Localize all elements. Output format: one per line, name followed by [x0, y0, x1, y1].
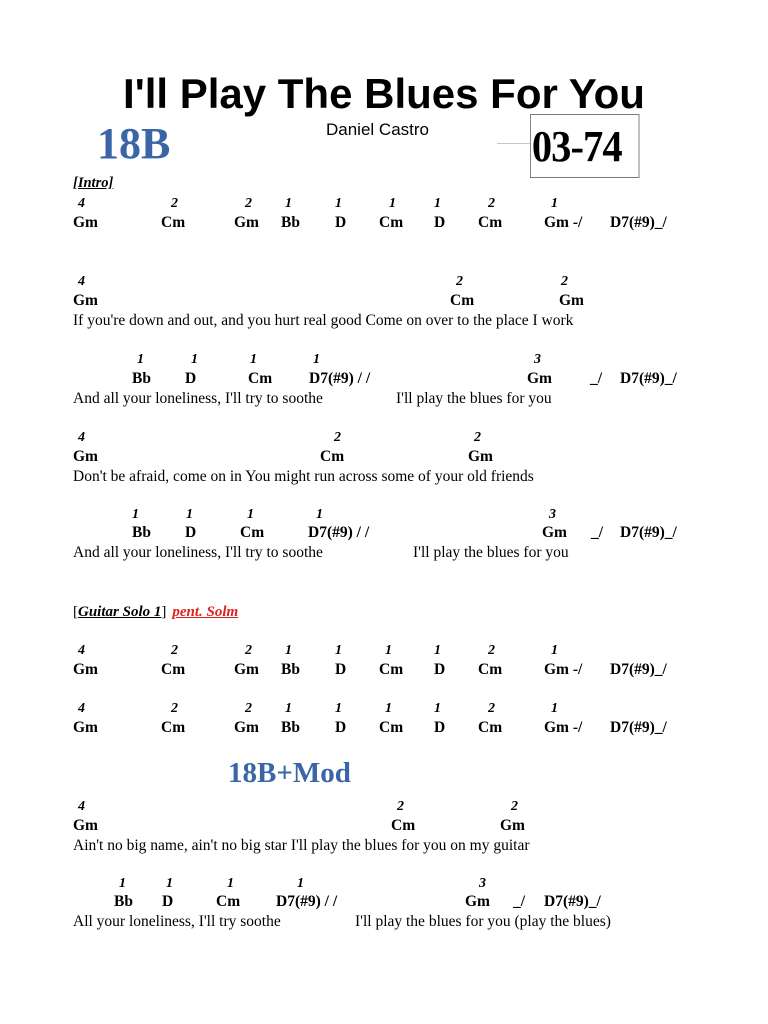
chord: Gm: [73, 719, 98, 736]
chord: Gm: [527, 370, 552, 387]
beat-number: 1: [335, 701, 342, 716]
beat-number: 1: [250, 352, 257, 367]
chord: D: [185, 370, 197, 387]
beat-number: 2: [561, 274, 568, 289]
beat-number: 1: [385, 643, 392, 658]
chord: Bb: [132, 524, 151, 541]
chord: _/: [590, 370, 603, 387]
beat-number: 1: [285, 643, 292, 658]
chord: D: [335, 719, 347, 736]
beat-number: 1: [297, 876, 304, 891]
chord: Bb: [281, 719, 300, 736]
chord: Cm: [478, 214, 503, 231]
chord: Gm -/: [544, 719, 583, 736]
song-code-box: 03-74: [530, 114, 639, 178]
beat-number: 3: [479, 876, 486, 891]
bracket: ]: [161, 604, 167, 620]
beat-number: 2: [397, 799, 404, 814]
chord: Gm: [468, 448, 493, 465]
song-title: I'll Play The Blues For You: [123, 70, 645, 117]
beat-number: 2: [171, 701, 178, 716]
chord: Gm -/: [544, 661, 583, 678]
beat-number: 4: [78, 799, 85, 814]
bracket: [: [73, 604, 78, 620]
beat-number: 2: [171, 643, 178, 658]
beat-number: 2: [488, 196, 495, 211]
chord: Gm: [73, 448, 98, 465]
chord: Gm: [559, 292, 584, 309]
lyric-line: I'll play the blues for you: [413, 544, 569, 561]
beat-number: 1: [316, 507, 323, 522]
chord: Cm: [379, 661, 404, 678]
beat-number: 4: [78, 196, 85, 211]
chord: D: [185, 524, 197, 541]
chord: _/: [513, 893, 526, 910]
chord: D7(#9) / /: [276, 893, 338, 910]
artist-name: Daniel Castro: [326, 120, 429, 139]
beat-number: 1: [385, 701, 392, 716]
lyric-line: I'll play the blues for you: [396, 390, 552, 407]
chord: Cm: [161, 719, 186, 736]
beat-number: 1: [335, 196, 342, 211]
chord: Cm: [478, 661, 503, 678]
chord: Bb: [281, 214, 300, 231]
guitar-solo-label: Guitar Solo 1: [78, 604, 162, 620]
beat-number: 1: [166, 876, 173, 891]
beat-number: 1: [313, 352, 320, 367]
beat-number: 1: [434, 701, 441, 716]
beat-number: 2: [245, 701, 252, 716]
lyric-line: Ain't no big name, ain't no big star I'll play the blues for you on my guitar: [73, 837, 530, 854]
chord: Gm: [73, 292, 98, 309]
beat-number: 2: [171, 196, 178, 211]
lyric-line: If you're down and out, and you hurt real good Come on over to the place I work: [73, 312, 574, 329]
beat-number: 3: [534, 352, 541, 367]
chord: D: [162, 893, 174, 910]
chord: Gm: [234, 214, 259, 231]
lyric-line: All your loneliness, I'll try soothe: [73, 913, 281, 930]
chord: Cm: [450, 292, 475, 309]
beat-number: 3: [549, 507, 556, 522]
chord: D7(#9)_/: [620, 524, 677, 541]
chord: Cm: [216, 893, 241, 910]
chord: Cm: [379, 214, 404, 231]
beat-number: 1: [247, 507, 254, 522]
chord: D: [434, 661, 446, 678]
beat-number: 1: [551, 643, 558, 658]
chord: _/: [591, 524, 604, 541]
guitar-solo-heading: [73, 603, 238, 621]
beat-number: 4: [78, 274, 85, 289]
beat-number: 1: [137, 352, 144, 367]
beat-number: 1: [335, 643, 342, 658]
chord: D7(#9)_/: [610, 719, 667, 736]
chord: Gm: [465, 893, 490, 910]
chord: Gm: [234, 719, 259, 736]
chord: Gm: [73, 817, 98, 834]
beat-number: 1: [132, 507, 139, 522]
scale-note: pent. Solm: [172, 604, 239, 620]
beat-number: 4: [78, 430, 85, 445]
chord: Gm: [542, 524, 567, 541]
chord: Cm: [379, 719, 404, 736]
chord: Cm: [478, 719, 503, 736]
beat-number: 2: [488, 643, 495, 658]
beat-number: 2: [511, 799, 518, 814]
beat-number: 1: [186, 507, 193, 522]
intro-label: [Intro]: [73, 175, 114, 191]
chord: Gm -/: [544, 214, 583, 231]
beat-number: 4: [78, 643, 85, 658]
chord: Cm: [391, 817, 416, 834]
chord: Gm: [73, 214, 98, 231]
chord: D: [434, 214, 446, 231]
chord: Gm: [73, 661, 98, 678]
lyric-line: I'll play the blues for you (play the blues): [355, 913, 611, 930]
decorative-line: [497, 143, 531, 144]
beat-number: 1: [191, 352, 198, 367]
beat-number: 1: [551, 196, 558, 211]
beat-number: 2: [245, 643, 252, 658]
beat-number: 1: [434, 196, 441, 211]
chord: D7(#9)_/: [620, 370, 677, 387]
key-label: 18B: [97, 119, 171, 168]
beat-number: 2: [474, 430, 481, 445]
chord: Bb: [132, 370, 151, 387]
beat-number: 1: [389, 196, 396, 211]
chord: Cm: [320, 448, 345, 465]
chord: D: [335, 661, 347, 678]
mod-key-label: 18B+Mod: [228, 757, 351, 789]
chord: Cm: [161, 214, 186, 231]
chord: Bb: [114, 893, 133, 910]
beat-number: 1: [285, 701, 292, 716]
lyric-line: Don't be afraid, come on in You might run across some of your old friends: [73, 468, 534, 485]
beat-number: 2: [456, 274, 463, 289]
chord: D7(#9)_/: [610, 214, 667, 231]
beat-number: 2: [245, 196, 252, 211]
chord: Cm: [240, 524, 265, 541]
lyric-line: And all your loneliness, I'll try to soothe: [73, 544, 323, 561]
chord: Cm: [248, 370, 273, 387]
chord: Cm: [161, 661, 186, 678]
chord: Gm: [234, 661, 259, 678]
beat-number: 1: [434, 643, 441, 658]
chord: D7(#9) / /: [308, 524, 370, 541]
beat-number: 4: [78, 701, 85, 716]
chord: D7(#9)_/: [544, 893, 601, 910]
chord: D7(#9)_/: [610, 661, 667, 678]
beat-number: 2: [488, 701, 495, 716]
chord: Bb: [281, 661, 300, 678]
chord: D: [335, 214, 347, 231]
beat-number: 1: [285, 196, 292, 211]
chord: D: [434, 719, 446, 736]
beat-number: 1: [551, 701, 558, 716]
lyric-line: And all your loneliness, I'll try to soothe: [73, 390, 323, 407]
beat-number: 1: [119, 876, 126, 891]
chord: Gm: [500, 817, 525, 834]
chord: D7(#9) / /: [309, 370, 371, 387]
beat-number: 1: [227, 876, 234, 891]
beat-number: 2: [334, 430, 341, 445]
